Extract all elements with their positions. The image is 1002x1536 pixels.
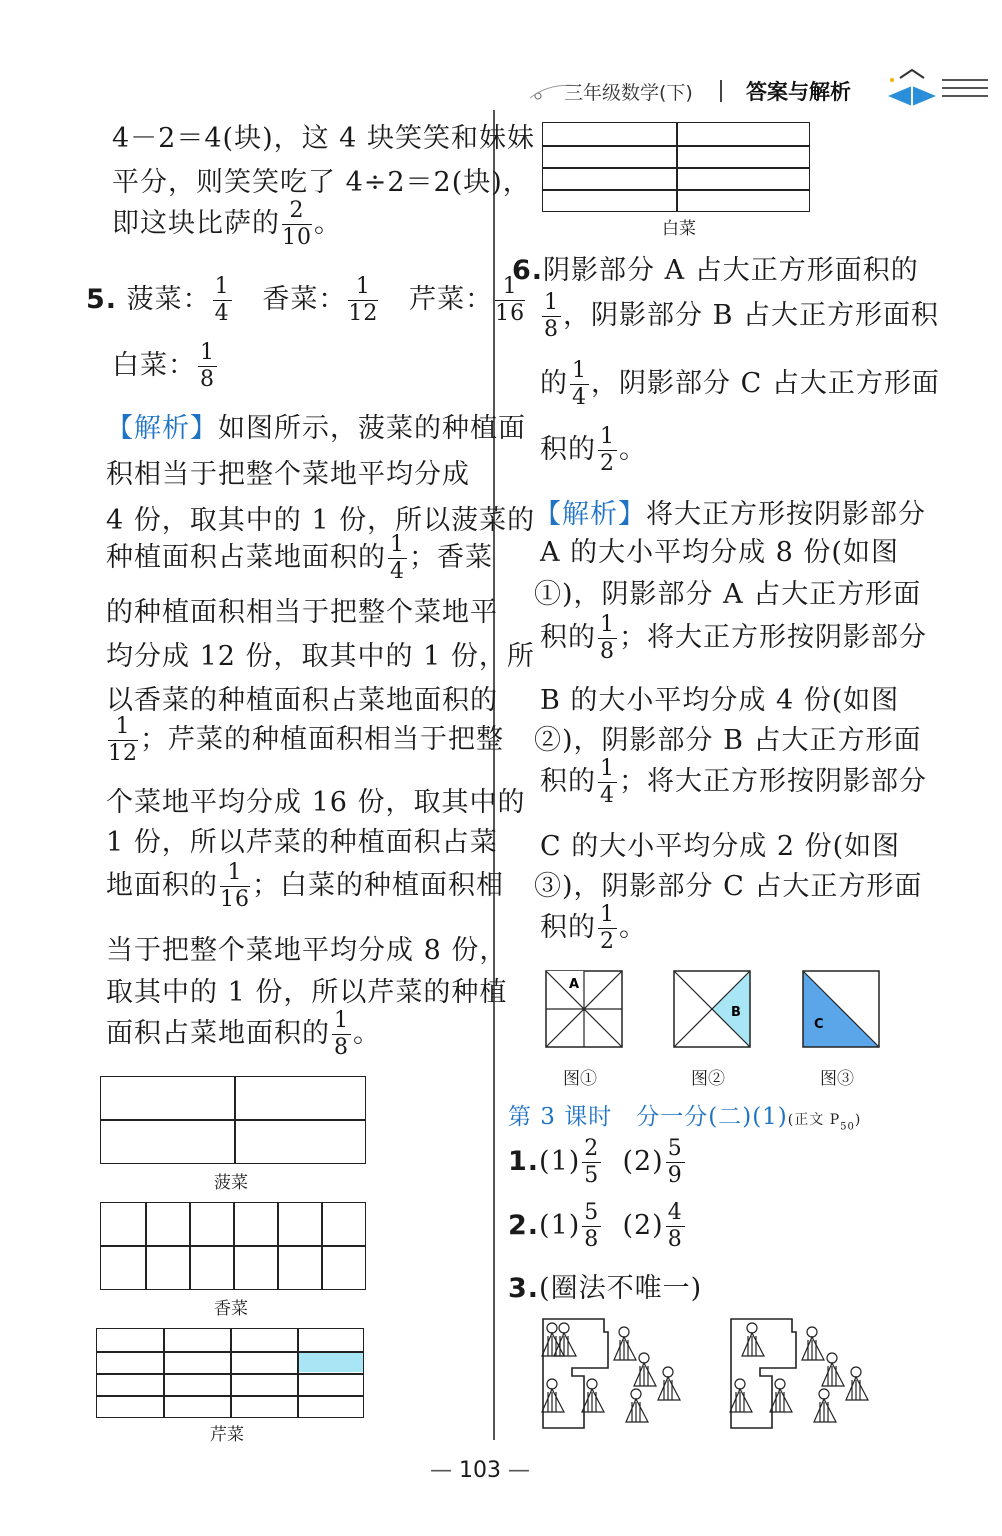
figure-3-label: C — [814, 1017, 824, 1032]
shuttlecock-group-2 — [728, 1316, 898, 1436]
q6-line-1: 6.阴影部分 A 占大正方形面积的 — [512, 255, 919, 286]
figure-2-square — [673, 970, 753, 1050]
left-line-3: 即这块比萨的 $\frac{2}{10}$ 。 — [112, 198, 342, 250]
grid-baicai — [542, 122, 810, 212]
right-analysis-7: 积的 $\frac{1}{4}$ ；将大正方形按阴影部分 — [540, 756, 927, 808]
caption-qincai: 芹菜 — [210, 1425, 244, 1445]
left-analysis-3: 4 份，取其中的 1 份，所以菠菜的 — [106, 505, 536, 536]
grid-qincai — [96, 1328, 364, 1418]
right-analysis-1: 【解析】将大正方形按阴影部分 — [534, 499, 926, 530]
lesson-answer-2: 2.(1) $\frac{5}{8}$ (2) $\frac{4}{8}$ — [508, 1200, 683, 1252]
right-analysis-6: ②)，阴影部分 B 占大正方形面 — [534, 725, 922, 756]
q5-number: 5. — [86, 284, 118, 315]
shaded-cell — [298, 1352, 363, 1372]
left-analysis-2: 积相当于把整个菜地平均分成 — [106, 459, 470, 490]
left-analysis-8: $\frac{1}{12}$ ；芹菜的种植面积相当于把整 — [108, 714, 504, 766]
fraction: $\frac{2}{10}$ — [282, 198, 312, 250]
left-analysis-14: 面积占菜地面积的 $\frac{1}{8}$ 。 — [106, 1008, 381, 1060]
fig-caption-1: 图① — [563, 1069, 597, 1089]
q6-line-2: $\frac{1}{8}$ ，阴影部分 B 占大正方形面积 — [544, 290, 940, 342]
fig-caption-2: 图② — [691, 1069, 725, 1089]
caption-baicai: 白菜 — [662, 219, 696, 239]
shuttlecock-group-1 — [540, 1316, 710, 1436]
right-analysis-3: ①)，阴影部分 A 占大正方形面 — [534, 579, 922, 610]
footer-page-number: — 103 — — [430, 1458, 530, 1483]
right-analysis-5: B 的大小平均分成 4 份(如图 — [540, 685, 900, 716]
left-analysis-10: 1 份，所以芹菜的种植面积占菜 — [106, 827, 498, 858]
figure-2-label: B — [731, 1005, 741, 1020]
header-divider — [720, 80, 722, 102]
lesson-heading: 第 3 课时 分一分(二)(1)(正文 $P_{50}$) — [508, 1104, 862, 1133]
caption-bocai: 菠菜 — [214, 1173, 248, 1193]
right-analysis-8: C 的大小平均分成 2 份(如图 — [540, 831, 901, 862]
figure-1-label: A — [569, 977, 580, 992]
q6-line-4: 积的 $\frac{1}{2}$ 。 — [540, 424, 647, 476]
left-analysis-1: 【解析】如图所示，菠菜的种植面 — [106, 413, 526, 444]
right-analysis-2: A 的大小平均分成 8 份(如图 — [540, 537, 899, 568]
header-section-title: 答案与解析 — [746, 80, 851, 104]
analysis-tag: 【解析】 — [534, 499, 646, 530]
grid-bocai — [100, 1076, 366, 1164]
left-analysis-6: 均分成 12 份，取其中的 1 份，所 — [106, 641, 535, 672]
right-analysis-9: ③)，阴影部分 C 占大正方形面 — [534, 871, 923, 902]
left-analysis-4: 种植面积占菜地面积的 $\frac{1}{4}$ ；香菜 — [106, 532, 493, 584]
left-analysis-5: 的种植面积相当于把整个菜地平 — [106, 597, 498, 628]
left-analysis-9: 个菜地平均分成 16 份，取其中的 — [106, 787, 526, 818]
header-bar — [520, 72, 990, 112]
lesson-answer-3: 3.(圈法不唯一) — [508, 1273, 703, 1304]
header-book-title: 三年级数学(下) — [564, 82, 693, 104]
figure-1-square — [545, 970, 625, 1050]
grid-xiangcai — [100, 1202, 366, 1290]
q6-number: 6. — [512, 255, 544, 286]
q5-answer-baicai: 白菜： $\frac{1}{8}$ — [112, 340, 215, 392]
caption-xiangcai: 香菜 — [214, 1299, 248, 1319]
right-analysis-4: 积的 $\frac{1}{8}$ ；将大正方形按阴影部分 — [540, 612, 927, 664]
left-analysis-13: 取其中的 1 份，所以芹菜的种植 — [106, 977, 508, 1008]
fig-caption-3: 图③ — [820, 1069, 854, 1089]
left-analysis-11: 地面积的 $\frac{1}{16}$ ；白菜的种植面积相 — [106, 860, 504, 912]
right-analysis-10: 积的 $\frac{1}{2}$ 。 — [540, 902, 647, 954]
analysis-tag: 【解析】 — [106, 413, 218, 444]
left-line-1: 4－2＝4(块)，这 4 块笑笑和妹妹 — [112, 123, 535, 154]
lesson-answer-1: 1.(1) $\frac{2}{5}$ (2) $\frac{5}{9}$ — [508, 1136, 683, 1188]
book-logo-icon — [870, 66, 990, 110]
left-line-2: 平分，则笑笑吃了 4÷2＝2(块)， — [112, 167, 531, 198]
q6-line-3: 的 $\frac{1}{4}$ ，阴影部分 C 占大正方形面 — [540, 358, 940, 410]
left-analysis-7: 以香菜的种植面积占菜地面积的 — [106, 685, 498, 716]
left-analysis-12: 当于把整个菜地平均分成 8 份， — [106, 935, 508, 966]
q5-answer: 5. 菠菜： $\frac{1}{4}$ 香菜： $\frac{1}{12}$ 芹菜： $\frac{1}{16}$ — [86, 274, 526, 326]
figure-3-square — [802, 970, 882, 1050]
